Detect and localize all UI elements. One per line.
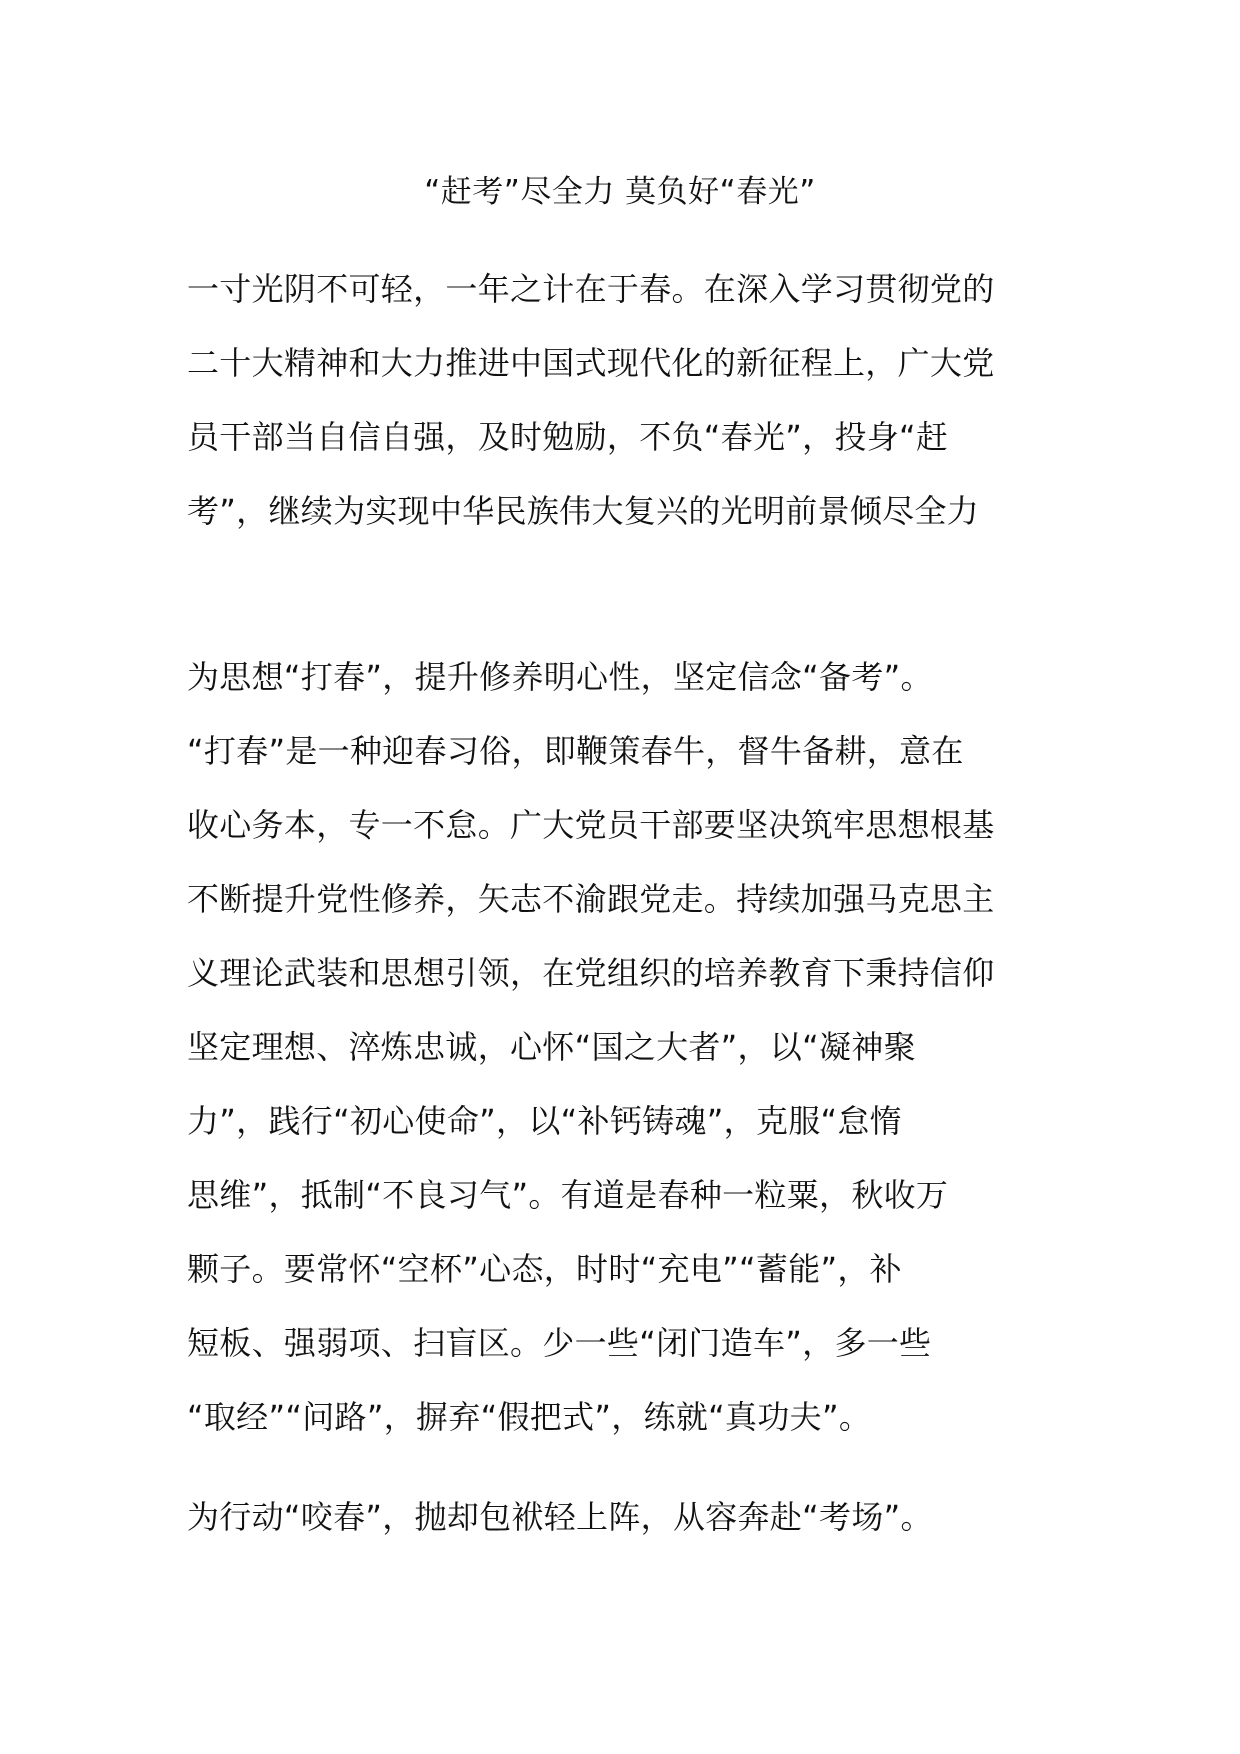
paragraph-line: 一寸光阴不可轻，一年之计在于春。在深入学习贯彻党的 — [187, 270, 995, 308]
paragraph-line: 思维”，抵制“不良习气”。有道是春种一粒粟，秋收万 — [187, 1176, 949, 1214]
paragraph-line: 收心务本，专一不怠。广大党员干部要坚决筑牢思想根基 — [187, 806, 995, 844]
paragraph-line: 力”，践行“初心使命”，以“补钙铸魂”，克服“怠惰 — [187, 1102, 902, 1140]
paragraph-line: “取经”“问路”，摒弃“假把式”，练就“真功夫”。 — [187, 1398, 872, 1436]
paragraph-line: 不断提升党性修养，矢志不渝跟党走。持续加强马克思主 — [187, 880, 995, 918]
paragraph-line: 二十大精神和大力推进中国式现代化的新征程上，广大党 — [187, 344, 995, 382]
paragraph-line: “打春”是一种迎春习俗，即鞭策春牛，督牛备耕，意在 — [187, 732, 964, 770]
paragraph-line: 坚定理想、淬炼忠诚，心怀“国之大者”，以“凝神聚 — [187, 1028, 916, 1066]
paragraph-line: 考”，继续为实现中华民族伟大复兴的光明前景倾尽全力 — [187, 492, 980, 530]
paragraph-line: 义理论武装和思想引领，在党组织的培养教育下秉持信仰 — [187, 954, 995, 992]
paragraph-action — [187, 1480, 1057, 1554]
paragraph-thought — [187, 640, 1057, 1454]
document-title: “赶考”尽全力 莫负好“春光” — [424, 174, 816, 210]
paragraph-line: 颗子。要常怀“空杯”心态，时时“充电”“蓄能”，补 — [187, 1250, 902, 1288]
paragraph-intro — [187, 252, 1057, 548]
paragraph-line: 员干部当自信自强，及时勉励，不负“春光”，投身“赶 — [187, 418, 949, 456]
paragraph-line: 为行动“咬春”，抛却包袱轻上阵，从容奔赴“考场”。 — [187, 1498, 933, 1536]
paragraph-line: 短板、强弱项、扫盲区。少一些“闭门造车”，多一些 — [187, 1324, 932, 1362]
paragraph-line: 为思想“打春”，提升修养明心性，坚定信念“备考”。 — [187, 658, 933, 696]
